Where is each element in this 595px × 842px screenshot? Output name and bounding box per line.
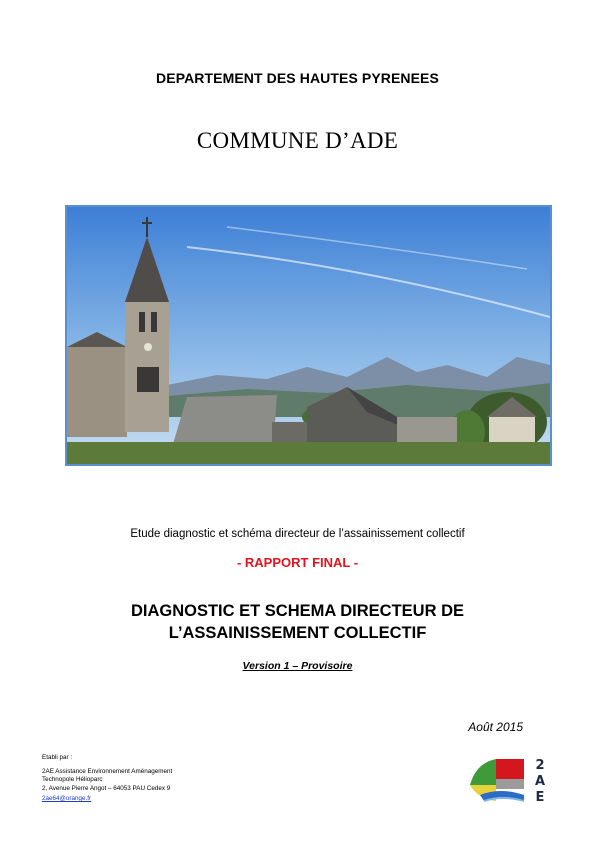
established-by-label: Etabli par : bbox=[42, 754, 73, 761]
study-subtitle: Etude diagnostic et schéma directeur de l’assainissement collectif bbox=[130, 528, 465, 540]
company-address: 2, Avenue Pierre Angot – 64053 PAU Cedex 9 bbox=[42, 785, 171, 792]
2ae-logo bbox=[466, 755, 556, 805]
logo-text-2: 2 bbox=[535, 758, 545, 773]
commune-title: COMMUNE D’ADE bbox=[196, 128, 399, 153]
department-title: DEPARTEMENT DES HAUTES PYRENEES bbox=[156, 70, 439, 86]
logo-text-a: A bbox=[534, 774, 546, 789]
company-email-link[interactable]: 2ae64@orange.fr bbox=[42, 795, 92, 802]
report-date: Août 2015 bbox=[468, 720, 523, 734]
logo-text-e: E bbox=[535, 790, 545, 805]
report-title-line2: L’ASSAINISSEMENT COLLECTIF bbox=[168, 624, 427, 642]
report-title-line1: DIAGNOSTIC ET SCHEMA DIRECTEUR DE bbox=[130, 602, 465, 620]
report-type: - RAPPORT FINAL - bbox=[236, 555, 359, 570]
company-park: Technopole Hélioparc bbox=[42, 776, 103, 783]
version-label: Version 1 – Provisoire bbox=[242, 660, 353, 672]
village-church-photo bbox=[65, 205, 552, 466]
company-name: 2AE Assistance Environnement Aménagement bbox=[42, 768, 173, 775]
report-title bbox=[0, 600, 595, 644]
